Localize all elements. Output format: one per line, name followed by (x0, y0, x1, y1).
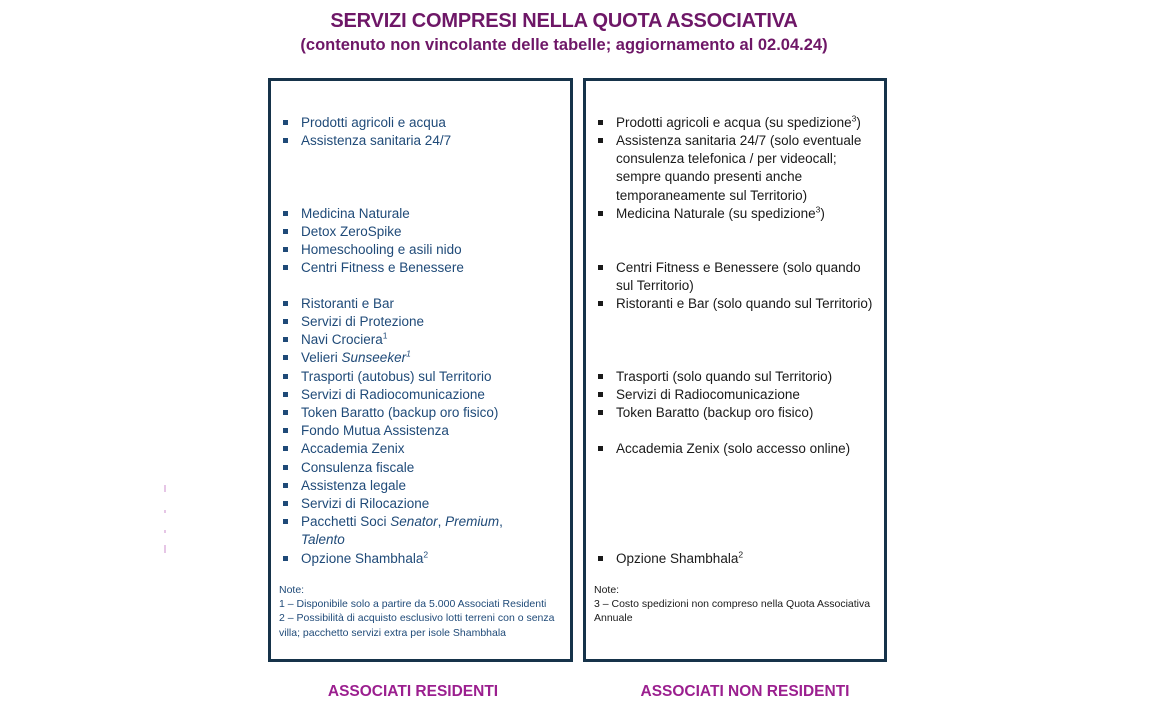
bullet-icon (598, 120, 603, 125)
list-item: Consulenza fiscale (281, 459, 564, 477)
non-residenti-label: ASSOCIATI NON RESIDENTI (640, 683, 850, 700)
list-item: Token Baratto (backup oro fisico) (596, 404, 878, 422)
list-item: Token Baratto (backup oro fisico) (281, 404, 564, 422)
bullet-icon (283, 120, 288, 125)
bullet-icon (598, 556, 603, 561)
list-item: Assistenza sanitaria 24/7 (solo eventuale consulenza telefonica / per videocall; sempre quando presenti anche temporaneamente sul Territorio) (596, 132, 878, 205)
residenti-label: ASSOCIATI RESIDENTI (327, 683, 499, 700)
list-item: Servizi di Rilocazione (281, 495, 564, 513)
decorative-mark (164, 545, 166, 553)
bullet-icon (598, 392, 603, 397)
list-item: Accademia Zenix (281, 440, 564, 458)
bullet-icon (283, 355, 288, 360)
bullet-icon (283, 301, 288, 306)
bullet-icon (283, 483, 288, 488)
list-item: Opzione Shambhala$^2$ (281, 550, 564, 568)
list-item: Homeschooling e asili nido (281, 241, 564, 259)
decorative-mark (164, 510, 166, 513)
bullet-icon (598, 265, 603, 270)
bullet-icon (283, 319, 288, 324)
non-residenti-panel (583, 78, 887, 662)
list-item: Servizi di Protezione (281, 313, 564, 331)
bullet-icon (283, 465, 288, 470)
bullet-icon (598, 138, 603, 143)
list-item: Opzione Shambhala$^2$ (596, 550, 878, 568)
decorative-mark (164, 485, 166, 492)
list-item: Navi Crociera$^1$ (281, 331, 564, 349)
bullet-icon (598, 211, 603, 216)
bullet-icon (283, 519, 288, 524)
bullet-icon (598, 374, 603, 379)
list-item: Centri Fitness e Benessere (281, 259, 564, 277)
bullet-icon (598, 446, 603, 451)
bullet-icon (598, 410, 603, 415)
list-item: Medicina Naturale (su spedizione$^3$) (596, 205, 878, 223)
list-item: Trasporti (solo quando sul Territorio) (596, 368, 878, 386)
list-item: Assistenza legale (281, 477, 564, 495)
bullet-icon (283, 501, 288, 506)
bullet-icon (283, 446, 288, 451)
list-item: Accademia Zenix (solo accesso online) (596, 440, 878, 458)
list-item: Velieri Sunseeker$^1$ (281, 349, 564, 367)
decorative-mark (164, 530, 166, 533)
bullet-icon (283, 410, 288, 415)
bullet-icon (283, 428, 288, 433)
bullet-icon (283, 211, 288, 216)
bullet-icon (283, 265, 288, 270)
list-item: Centri Fitness e Benessere (solo quando sul Territorio) (596, 259, 878, 295)
residenti-panel (268, 78, 573, 662)
page-title: SERVIZI COMPRESI NELLA QUOTA ASSOCIATIVA (330, 10, 798, 32)
list-item: Ristoranti e Bar (solo quando sul Territorio) (596, 295, 878, 313)
list-item: Detox ZeroSpike (281, 223, 564, 241)
list-item: Prodotti agricoli e acqua (281, 114, 564, 132)
list-item: Fondo Mutua Assistenza (281, 422, 564, 440)
list-item: Servizi di Radiocomunicazione (596, 386, 878, 404)
list-item: Pacchetti Soci Senator, Premium, Talento (281, 513, 564, 549)
bullet-icon (283, 374, 288, 379)
bullet-icon (283, 229, 288, 234)
list-item: Trasporti (autobus) sul Territorio (281, 368, 564, 386)
notes-block: Note: 3 – Costo spedizioni non compreso nella Quota Associativa Annuale (594, 584, 871, 625)
bullet-icon (598, 301, 603, 306)
bullet-icon (283, 556, 288, 561)
list-item: Ristoranti e Bar (281, 295, 564, 313)
list-item: Assistenza sanitaria 24/7 (281, 132, 564, 150)
notes-block: Note: 1 – Disponibile solo a partire da 5.000 Associati Residenti 2 – Possibilità di acquisto esclusivo lotti terreni con o senza villa; pacchetto servizi extra per isole Shambhala (279, 584, 555, 639)
list-item: Servizi di Radiocomunicazione (281, 386, 564, 404)
list-item: Medicina Naturale (281, 205, 564, 223)
bullet-icon (283, 247, 288, 252)
page-subtitle: (contenuto non vincolante delle tabelle; aggiornamento al 02.04.24) (300, 36, 828, 54)
bullet-icon (283, 337, 288, 342)
bullet-icon (283, 392, 288, 397)
bullet-icon (283, 138, 288, 143)
list-item: Prodotti agricoli e acqua (su spedizione$^3$) (596, 114, 878, 132)
